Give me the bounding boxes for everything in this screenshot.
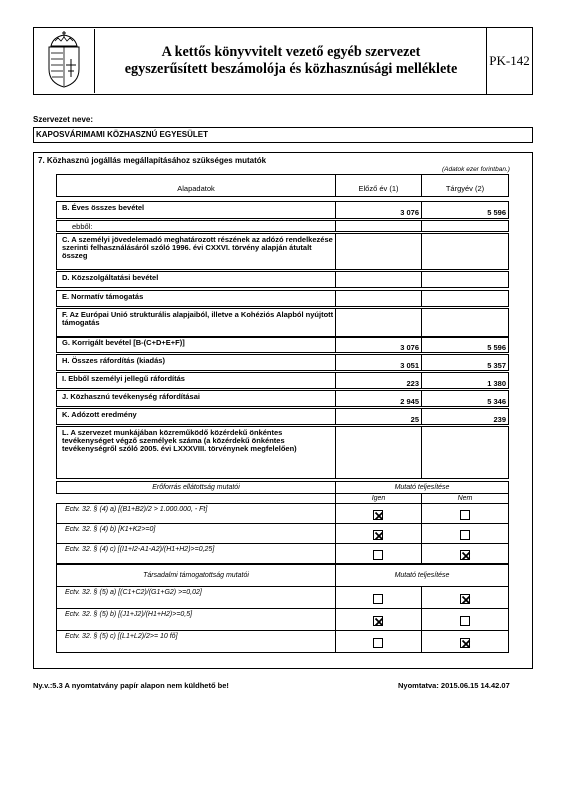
prev-year-value[interactable]: 223 <box>335 372 422 389</box>
row-label: L. A szervezet munkájában közreműködő közérdekű önkéntes tevékenységet végző személyek száma (a közérdekű önkéntes tevékenységről szóló 2005. évi LXXXVIII. törvénynek megfelelően) <box>56 426 336 479</box>
current-year-value[interactable]: 5 596 <box>421 201 509 219</box>
no-cell <box>421 523 509 544</box>
row-label: I. Ebből személyi jellegű ráfordítás <box>56 372 336 389</box>
prev-year-value[interactable]: 25 <box>335 408 422 425</box>
prev-year-value[interactable]: 3 076 <box>335 201 422 219</box>
resources-header: Erőforrás ellátottság mutatói <box>56 481 336 494</box>
indicator-label: Ectv. 32. § (4) c) [(I1+I2-A1-A2)/(H1+H2)>=0,25] <box>56 543 336 564</box>
yes-checkbox[interactable] <box>373 594 383 604</box>
indicator-label: Ectv. 32. § (5) b) [(J1+J2)/(H1+H2)>=0,5] <box>56 608 336 631</box>
form-title-line2: egyszerűsített beszámolója és közhasznúsági melléklete <box>124 61 458 77</box>
yes-checkbox[interactable] <box>373 530 383 540</box>
current-year-value[interactable] <box>421 426 509 479</box>
current-year-value[interactable] <box>421 220 509 232</box>
row-label: J. Közhasznú tevékenység ráfordításai <box>56 390 336 407</box>
current-year-value[interactable]: 5 346 <box>421 390 509 407</box>
yes-checkbox[interactable] <box>373 510 383 520</box>
row-label: D. Közszolgáltatási bevétel <box>56 271 336 288</box>
resources-fulfilment-header: Mutató teljesítése <box>335 481 509 494</box>
yes-header: Igen <box>335 493 422 504</box>
no-checkbox[interactable] <box>460 594 470 604</box>
yes-cell <box>335 523 422 544</box>
col-header-curr: Tárgyév (2) <box>421 174 509 197</box>
current-year-value[interactable] <box>421 233 509 270</box>
prev-year-value[interactable] <box>335 220 422 232</box>
yes-cell <box>335 608 422 631</box>
coat-of-arms-icon <box>35 29 95 93</box>
current-year-value[interactable]: 1 380 <box>421 372 509 389</box>
indicator-label: Ectv. 32. § (5) a) [(C1+C2)/(G1+G2) >=0,02] <box>56 586 336 609</box>
row-label: H. Összes ráfordítás (kiadás) <box>56 354 336 371</box>
prev-year-value[interactable] <box>335 271 422 288</box>
prev-year-value[interactable] <box>335 426 422 479</box>
yes-cell <box>335 503 422 524</box>
support-header: Társadalmi támogatottság mutatói <box>56 564 336 587</box>
indicator-label: Ectv. 32. § (4) a) [(B1+B2)/2 > 1.000.000, - Ft] <box>56 503 336 524</box>
current-year-value[interactable]: 5 357 <box>421 354 509 371</box>
yes-cell <box>335 543 422 564</box>
no-cell <box>421 503 509 524</box>
no-checkbox[interactable] <box>460 510 470 520</box>
current-year-value[interactable]: 5 596 <box>421 336 509 353</box>
row-label: G. Korrigált bevétel [B-(C+D+E+F)] <box>56 336 336 353</box>
print-timestamp: Nyomtatva: 2015.06.15 14.42.07 <box>398 681 510 690</box>
indicators-section <box>33 152 533 669</box>
row-label: E. Normatív támogatás <box>56 290 336 307</box>
row-label: ebből: <box>56 220 336 232</box>
col-header-prev: Előző év (1) <box>335 174 422 197</box>
form-title <box>96 28 486 94</box>
col-header-base: Alapadatok <box>56 174 336 197</box>
prev-year-value[interactable] <box>335 308 422 338</box>
yes-checkbox[interactable] <box>373 616 383 626</box>
current-year-value[interactable] <box>421 290 509 307</box>
row-label: C. A személyi jövedelemadó meghatározott részének az adózó rendelkezése szerinti felhasználásáról szóló 1996. évi CXXVI. törvény alapján átutalt összeg <box>56 233 336 270</box>
prev-year-value[interactable]: 3 076 <box>335 336 422 353</box>
form-title-line1: A kettős könyvvitelt vezető egyéb szervezet <box>161 44 421 60</box>
no-checkbox[interactable] <box>460 616 470 626</box>
yes-cell <box>335 630 422 653</box>
yes-checkbox[interactable] <box>373 638 383 648</box>
row-label: B. Éves összes bevétel <box>56 201 336 219</box>
no-cell <box>421 586 509 609</box>
row-label: K. Adózott eredmény <box>56 408 336 425</box>
form-code: PK-142 <box>486 28 532 94</box>
prev-year-value[interactable] <box>335 290 422 307</box>
no-cell <box>421 630 509 653</box>
indicator-label: Ectv. 32. § (5) c) [(L1+L2)/2>= 10 fő] <box>56 630 336 653</box>
footer-note: Ny.v.:5.3 A nyomtatvány papír alapon nem küldhető be! <box>33 681 229 690</box>
no-checkbox[interactable] <box>460 530 470 540</box>
no-checkbox[interactable] <box>460 638 470 648</box>
row-label: F. Az Európai Unió strukturális alapjaiból, illetve a Kohéziós Alapból nyújtott támogatás <box>56 308 336 338</box>
prev-year-value[interactable]: 2 945 <box>335 390 422 407</box>
org-label: Szervezet neve: <box>33 115 94 124</box>
indicator-label: Ectv. 32. § (4) b) [K1+K2>=0] <box>56 523 336 544</box>
support-fulfilment-header: Mutató teljesítése <box>335 564 509 587</box>
prev-year-value[interactable]: 3 051 <box>335 354 422 371</box>
current-year-value[interactable] <box>421 308 509 338</box>
current-year-value[interactable] <box>421 271 509 288</box>
no-cell <box>421 608 509 631</box>
prev-year-value[interactable] <box>335 233 422 270</box>
org-name-field[interactable]: KAPOSVÁRIMAMI KÖZHASZNÚ EGYESÜLET <box>33 127 533 143</box>
no-header: Nem <box>421 493 509 504</box>
section-title: 7. Közhasznú jogállás megállapításához szükséges mutatók <box>38 156 267 165</box>
no-checkbox[interactable] <box>460 550 470 560</box>
yes-checkbox[interactable] <box>373 550 383 560</box>
unit-note: (Adatok ezer forintban.) <box>442 166 510 173</box>
current-year-value[interactable]: 239 <box>421 408 509 425</box>
yes-cell <box>335 586 422 609</box>
form-header <box>33 27 533 95</box>
no-cell <box>421 543 509 564</box>
